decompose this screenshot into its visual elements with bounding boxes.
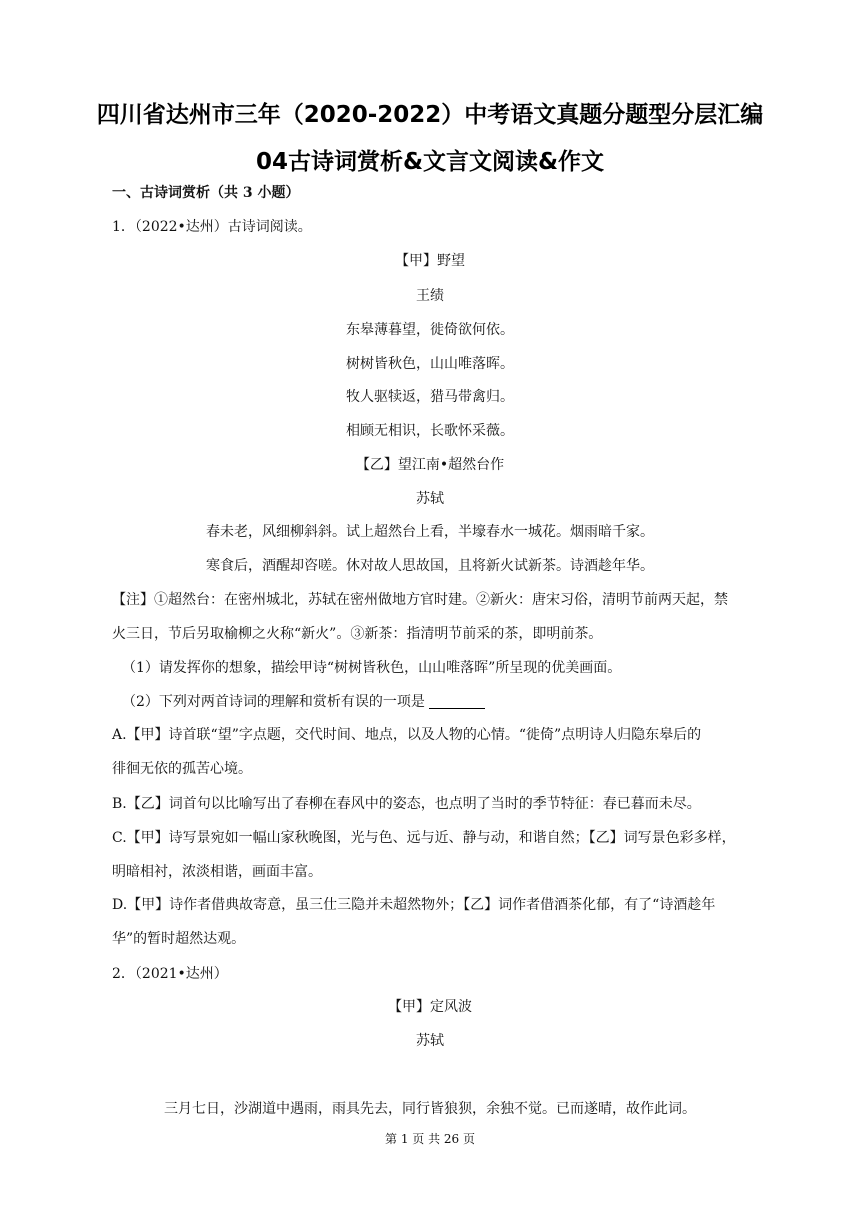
poem-a-line: 相顾无相识，长歌怀采薇。 (346, 423, 514, 439)
q2-poem-author: 苏轼 (416, 1033, 444, 1049)
poem-a-line: 牧人驱犊返，猎马带禽归。 (346, 389, 514, 405)
option-c-line: 明暗相衬，浓淡相谐，画面丰富。 (112, 864, 322, 880)
poem-a-title: 【甲】野望 (395, 253, 465, 269)
poem-b-line: 寒食后，酒醒却咨嗟。休对故人思故国，且将新火试新茶。诗酒趁年华。 (206, 558, 654, 574)
poem-b-title: 【乙】望江南•超然台作 (355, 457, 505, 473)
q1-sub1: （1）请发挥你的想象，描绘甲诗“树树皆秋色，山山唯落晖”所呈现的优美画面。 (122, 660, 622, 676)
doc-title-line2: 04古诗词赏析&文言文阅读&作文 (255, 149, 605, 175)
option-a-line: A.【甲】诗首联“望”字点题，交代时间、地点，以及人物的心情。“徙倚”点明诗人归隐东皋后的 (112, 727, 702, 743)
q1-intro: 1．（2022•达州）古诗词阅读。 (112, 219, 312, 235)
option-a-line: 徘徊无依的孤苦心境。 (112, 761, 252, 777)
q1-sub2-text: （2）下列对两首诗词的理解和赏析有误的一项是 (122, 694, 425, 710)
poem-b-line: 春未老，风细柳斜斜。试上超然台上看，半壕春水一城花。烟雨暗千家。 (206, 524, 654, 540)
page-footer: 第 1 页 共 26 页 (385, 1132, 475, 1146)
option-b-line: B.【乙】词首句以比喻写出了春柳在春风中的姿态，也点明了当时的季节特征：春已暮而未尽。 (112, 796, 701, 812)
section-heading: 一、古诗词赏析（共 3 小题） (112, 185, 300, 201)
poem-a-author: 王绩 (416, 288, 444, 304)
answer-blank (429, 694, 485, 709)
option-d-line: 华”的暂时超然达观。 (112, 931, 246, 947)
note-line: 火三日，节后另取榆柳之火称“新火”。③新茶：指清明节前采的茶，即明前茶。 (112, 626, 603, 642)
poem-b-author: 苏轼 (416, 491, 444, 507)
poem-a-line: 东皋薄暮望，徙倚欲何依。 (346, 322, 514, 338)
note-line: 【注】①超然台：在密州城北，苏轼在密州做地方官时建。②新火：唐宋习俗，清明节前两天起，禁 (112, 592, 728, 608)
q2-poem-title: 【甲】定风波 (388, 999, 472, 1015)
poem-a-line: 树树皆秋色，山山唯落晖。 (346, 356, 514, 372)
option-c-line: C.【甲】诗写景宛如一幅山家秋晚图，光与色、远与近、静与动，和谐自然；【乙】词写景色彩多样， (112, 830, 736, 846)
q2-preface: 三月七日，沙湖道中遇雨，雨具先去，同行皆狼狈，余独不觉。已而遂晴，故作此词。 (164, 1101, 696, 1117)
doc-title-line1: 四川省达州市三年（2020-2022）中考语文真题分题型分层汇编 (96, 102, 764, 128)
option-d-line: D.【甲】诗作者借典故寄意，虽三仕三隐并未超然物外；【乙】词作者借酒茶化郁，有了“诗酒趁年 (112, 897, 716, 913)
q1-sub2 (122, 692, 485, 712)
q2-intro: 2．（2021•达州） (112, 966, 228, 982)
